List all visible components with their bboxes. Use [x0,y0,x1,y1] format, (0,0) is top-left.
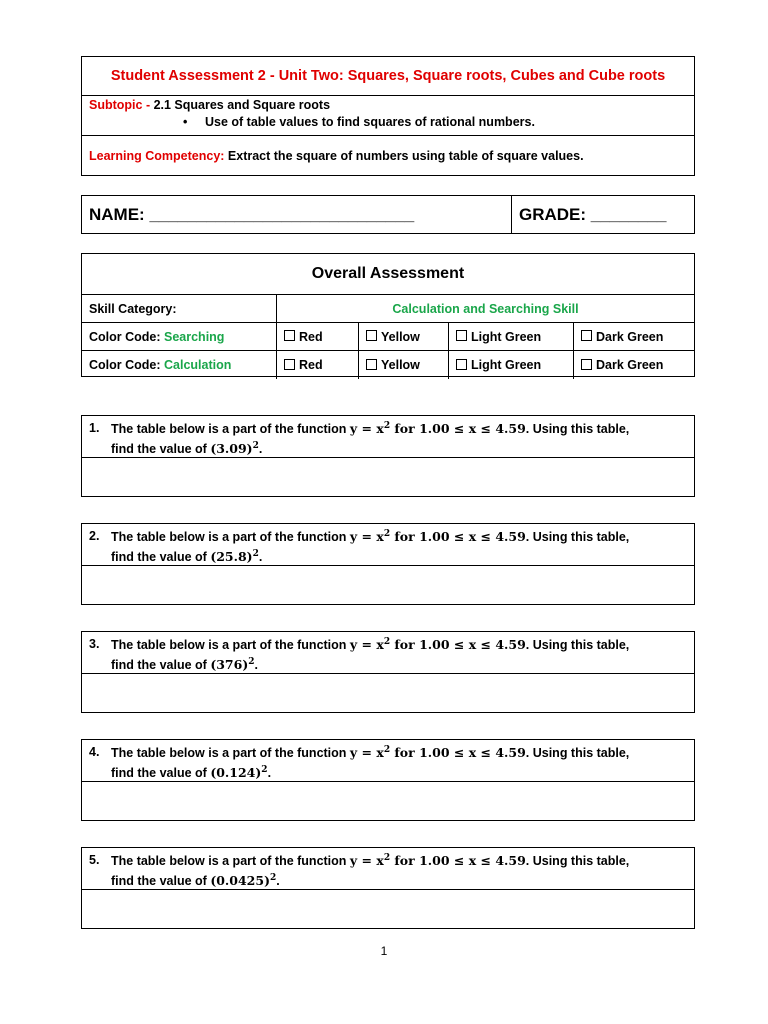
question-text-c: find the value of [111,766,211,780]
function-range: for 1.00 ≤ x ≤ 4.59 [390,637,526,652]
question-value [210,873,276,888]
function-expression [350,637,526,652]
value-text: (0.0425) [210,873,270,888]
question-text-b: . Using this table, [525,746,630,760]
checkbox-icon [284,330,295,341]
color-code-row-calculation [82,351,694,379]
checkbox-label: Light Green [471,358,542,372]
function-range: for 1.00 ≤ x ≤ 4.59 [390,529,526,544]
question-text-b: . Using this table, [525,422,630,436]
grade-field[interactable]: GRADE: ________ [519,204,667,224]
value-text: (0.124) [210,765,262,780]
value-text: (3.09) [210,441,253,456]
color-code-row-searching [82,323,694,351]
exponent: 2 [252,548,259,559]
question-number: 4. [89,745,100,759]
question-text: 1. The table below is a part of the function $y = x^2$ for 1.00 ≤ x ≤ 4.59. Using this table, find the value of $(3.09)^2$. [82,416,694,458]
question-text-c: find the value of [111,874,211,888]
question-1 [81,415,695,497]
function-text: y = x [349,421,384,436]
answer-field[interactable] [82,782,694,820]
assessment-title: Student Assessment 2 - Unit Two: Squares, Square roots, Cubes and Cube roots [82,57,694,96]
checkbox-label: Yellow [381,358,420,372]
question-text-c: find the value of [111,442,211,456]
question-text: 3. The table below is a part of the function $y = x^2$ for 1.00 ≤ x ≤ 4.59. Using this table, find the value of $(376)^2$. [82,632,694,674]
question-text-a: The table below is a part of the function [111,638,350,652]
checkbox-icon [366,330,377,341]
checkbox-icon [581,359,592,370]
function-range: for 1.00 ≤ x ≤ 4.59 [390,853,526,868]
value-text: (25.8) [210,549,253,564]
function-text: y = x [349,745,384,760]
exponent: 2 [383,420,391,431]
question-text-b: . Using this table, [525,530,630,544]
question-2 [81,523,695,605]
question-5 [81,847,695,929]
question-text: 2. The table below is a part of the function $y = x^2$ for 1.00 ≤ x ≤ 4.59. Using this table, find the value of $(25.8)^2$. [82,524,694,566]
question-text-a: The table below is a part of the function [111,746,350,760]
color-code-label [82,323,277,350]
color-code-category: Calculation [164,358,232,372]
subtopic-label: Subtopic - [89,98,154,112]
question-number: 2. [89,529,100,543]
function-range: for 1.00 ≤ x ≤ 4.59 [390,745,526,760]
checkbox-label: Yellow [381,329,420,344]
question-text: 5. The table below is a part of the function $y = x^2$ for 1.00 ≤ x ≤ 4.59. Using this table, find the value of $(0.0425)^2$. [82,848,694,890]
checkbox-dark-green[interactable] [574,323,694,350]
checkbox-icon [456,330,467,341]
function-expression [350,529,526,544]
skill-category-label: Skill Category: [82,295,277,322]
question-text-c: find the value of [111,658,211,672]
exponent: 2 [252,440,259,451]
function-expression [350,853,526,868]
function-expression [350,421,526,436]
function-text: y = x [349,529,384,544]
checkbox-label: Red [299,329,323,344]
question-value [210,549,259,564]
question-text-a: The table below is a part of the function [111,530,350,544]
competency-label: Learning Competency: [89,149,225,163]
exponent: 2 [261,764,268,775]
name-grade-box [81,195,695,234]
checkbox-label: Red [299,358,323,372]
checkbox-red[interactable] [277,323,359,350]
checkbox-label: Light Green [471,329,542,344]
color-code-category: Searching [164,329,225,344]
function-range: for 1.00 ≤ x ≤ 4.59 [390,421,526,436]
color-code-prefix: Color Code: [89,358,164,372]
checkbox-icon [456,359,467,370]
checkbox-red[interactable] [277,351,359,379]
exponent: 2 [383,528,391,539]
header-box [81,56,695,176]
checkbox-light-green[interactable] [449,323,574,350]
checkbox-dark-green[interactable] [574,351,694,379]
color-code-prefix: Color Code: [89,329,164,344]
question-value [210,441,259,456]
overall-title: Overall Assessment [82,254,694,295]
subtopic-value: 2.1 Squares and Square roots [153,98,331,112]
answer-field[interactable] [82,890,694,928]
answer-field[interactable] [82,458,694,496]
subtopic-bullet-text: Use of table values to find squares of rational numbers. [205,115,535,129]
checkbox-light-green[interactable] [449,351,574,379]
skill-category-row [82,295,694,323]
answer-field[interactable] [82,566,694,604]
exponent: 2 [383,744,391,755]
question-text-a: The table below is a part of the function [111,854,350,868]
question-number: 3. [89,637,100,651]
skill-category-value: Calculation and Searching Skill [392,301,579,316]
checkbox-icon [366,359,377,370]
question-number: 5. [89,853,100,867]
question-text-c: find the value of [111,550,211,564]
question-text-b: . Using this table, [525,854,630,868]
checkbox-yellow[interactable] [359,323,449,350]
question-value [210,765,267,780]
exponent: 2 [383,852,391,863]
exponent: 2 [269,872,277,883]
exponent: 2 [248,656,255,667]
page-number: 1 [380,944,388,958]
question-text: 4. The table below is a part of the function $y = x^2$ for 1.00 ≤ x ≤ 4.59. Using this table, find the value of $(0.124)^2$. [82,740,694,782]
overall-assessment-table [81,253,695,377]
checkbox-label: Dark Green [596,329,664,344]
value-text: (376) [210,657,249,672]
bullet-icon: • [183,115,188,129]
checkbox-yellow[interactable] [359,351,449,379]
function-expression [350,745,526,760]
question-3 [81,631,695,713]
function-text: y = x [349,637,384,652]
competency-value: Extract the square of numbers using table of square values. [224,149,584,163]
question-number: 1. [89,421,100,435]
question-value [210,657,254,672]
subtopic-row [82,96,694,136]
checkbox-label: Dark Green [596,358,664,372]
exponent: 2 [383,636,391,647]
checkbox-icon [581,330,592,341]
name-field[interactable]: NAME: ____________________________ [82,196,512,233]
answer-field[interactable] [82,674,694,712]
function-text: y = x [349,853,384,868]
checkbox-icon [284,359,295,370]
question-text-b: . Using this table, [525,638,630,652]
question-4 [81,739,695,821]
competency-row [82,136,694,176]
color-code-label [82,351,277,379]
question-text-a: The table below is a part of the function [111,422,350,436]
